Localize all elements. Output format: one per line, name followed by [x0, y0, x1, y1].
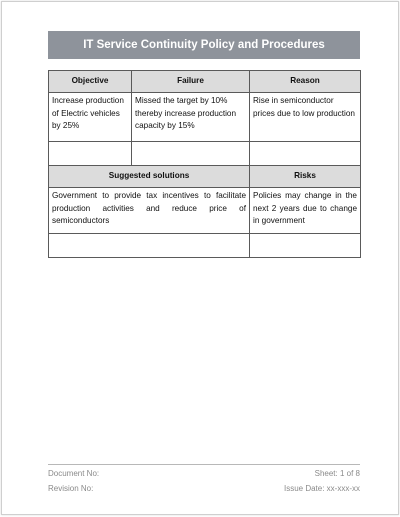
table-row-empty [49, 234, 361, 258]
cell-solution: Government to provide tax incentives to facilitate production activities and reduce price of semiconductors [49, 188, 250, 234]
header-risks: Risks [250, 166, 361, 188]
revision-number-label: Revision No: [48, 484, 94, 493]
header-failure: Failure [132, 71, 250, 93]
cell-failure: Missed the target by 10% thereby increase production capacity by 15% [132, 93, 250, 142]
cell-empty [250, 142, 361, 166]
table-row [49, 93, 361, 142]
footer-divider [48, 464, 360, 465]
sheet-number: Sheet: 1 of 8 [314, 469, 360, 478]
cell-objective: Increase production of Electric vehicles by 25% [49, 93, 132, 142]
footer-row-1 [48, 469, 360, 478]
cell-empty [49, 142, 132, 166]
table-row-empty [49, 142, 361, 166]
cell-empty [132, 142, 250, 166]
header-suggested-solutions: Suggested solutions [49, 166, 250, 188]
cell-risk: Policies may change in the next 2 years due to change in government [250, 188, 361, 234]
cell-reason: Rise in semiconductor prices due to low production [250, 93, 361, 142]
cell-empty [250, 234, 361, 258]
table-row [49, 188, 361, 234]
cell-empty [49, 234, 250, 258]
page-title: IT Service Continuity Policy and Procedures [48, 31, 360, 59]
policy-table [48, 70, 361, 258]
header-objective: Objective [49, 71, 132, 93]
document-page [1, 1, 399, 515]
header-reason: Reason [250, 71, 361, 93]
table-header-row-2 [49, 166, 361, 188]
issue-date: Issue Date: xx-xxx-xx [283, 484, 360, 493]
footer-row-2 [48, 484, 360, 493]
document-number-label: Document No: [48, 469, 100, 478]
table-header-row [49, 71, 361, 93]
